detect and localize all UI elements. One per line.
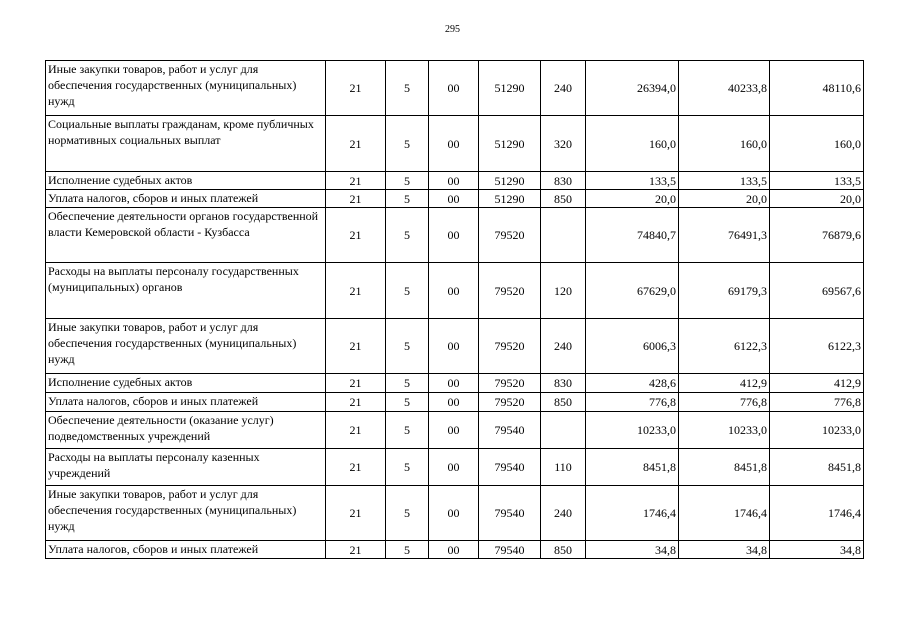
cell-code-2: 5 <box>386 319 429 374</box>
cell-code-2: 5 <box>386 449 429 486</box>
cell-code-5: 850 <box>541 190 586 208</box>
cell-code-5: 240 <box>541 319 586 374</box>
cell-value-3: 69567,6 <box>770 263 864 319</box>
cell-code-3: 00 <box>429 486 479 541</box>
cell-value-1: 133,5 <box>586 172 679 190</box>
cell-code-1: 21 <box>326 190 386 208</box>
cell-code-2: 5 <box>386 486 429 541</box>
cell-value-1: 74840,7 <box>586 208 679 263</box>
cell-code-1: 21 <box>326 208 386 263</box>
cell-code-4: 79520 <box>479 263 541 319</box>
cell-code-3: 00 <box>429 116 479 172</box>
row-name: Иные закупки товаров, работ и услуг для обеспечения государственных (муниципальных) нужд <box>46 319 326 374</box>
table-row <box>46 393 864 412</box>
cell-code-5: 240 <box>541 61 586 116</box>
cell-value-2: 34,8 <box>679 541 770 559</box>
cell-code-3: 00 <box>429 172 479 190</box>
row-name: Социальные выплаты гражданам, кроме публичных нормативных социальных выплат <box>46 116 326 172</box>
cell-code-4: 79540 <box>479 486 541 541</box>
table-row <box>46 541 864 559</box>
cell-code-4: 79520 <box>479 208 541 263</box>
cell-code-2: 5 <box>386 61 429 116</box>
row-name: Иные закупки товаров, работ и услуг для обеспечения государственных (муниципальных) нужд <box>46 61 326 116</box>
cell-value-3: 8451,8 <box>770 449 864 486</box>
cell-code-5: 850 <box>541 541 586 559</box>
cell-value-2: 1746,4 <box>679 486 770 541</box>
table-row <box>46 61 864 116</box>
cell-value-2: 776,8 <box>679 393 770 412</box>
row-name: Уплата налогов, сборов и иных платежей <box>46 190 326 208</box>
cell-code-5: 320 <box>541 116 586 172</box>
cell-value-2: 40233,8 <box>679 61 770 116</box>
cell-code-3: 00 <box>429 393 479 412</box>
row-name: Исполнение судебных актов <box>46 374 326 393</box>
cell-value-3: 6122,3 <box>770 319 864 374</box>
cell-value-1: 6006,3 <box>586 319 679 374</box>
cell-code-1: 21 <box>326 116 386 172</box>
cell-code-3: 00 <box>429 449 479 486</box>
table-row <box>46 172 864 190</box>
cell-code-5: 110 <box>541 449 586 486</box>
cell-value-1: 776,8 <box>586 393 679 412</box>
cell-code-5: 240 <box>541 486 586 541</box>
cell-code-1: 21 <box>326 263 386 319</box>
table-row <box>46 208 864 263</box>
cell-code-4: 79540 <box>479 541 541 559</box>
cell-value-3: 160,0 <box>770 116 864 172</box>
cell-value-1: 8451,8 <box>586 449 679 486</box>
cell-code-5: 850 <box>541 393 586 412</box>
cell-code-4: 79520 <box>479 319 541 374</box>
cell-value-2: 8451,8 <box>679 449 770 486</box>
cell-code-4: 51290 <box>479 61 541 116</box>
row-name: Уплата налогов, сборов и иных платежей <box>46 541 326 559</box>
cell-code-1: 21 <box>326 449 386 486</box>
table-row <box>46 486 864 541</box>
cell-code-4: 51290 <box>479 172 541 190</box>
cell-code-1: 21 <box>326 412 386 449</box>
cell-code-1: 21 <box>326 374 386 393</box>
cell-code-2: 5 <box>386 172 429 190</box>
cell-value-1: 20,0 <box>586 190 679 208</box>
table-row <box>46 263 864 319</box>
cell-code-2: 5 <box>386 541 429 559</box>
page-number: 295 <box>445 24 460 35</box>
cell-code-5 <box>541 208 586 263</box>
row-name: Расходы на выплаты персоналу казенных учреждений <box>46 449 326 486</box>
cell-value-1: 10233,0 <box>586 412 679 449</box>
row-name: Обеспечение деятельности органов государственной власти Кемеровской области - Кузбасса <box>46 208 326 263</box>
cell-code-1: 21 <box>326 486 386 541</box>
cell-value-3: 133,5 <box>770 172 864 190</box>
cell-code-1: 21 <box>326 319 386 374</box>
budget-table <box>45 60 864 559</box>
cell-code-5: 120 <box>541 263 586 319</box>
table-row <box>46 374 864 393</box>
cell-value-1: 67629,0 <box>586 263 679 319</box>
cell-code-3: 00 <box>429 412 479 449</box>
row-name: Исполнение судебных актов <box>46 172 326 190</box>
cell-code-4: 79540 <box>479 449 541 486</box>
cell-code-1: 21 <box>326 61 386 116</box>
cell-value-3: 34,8 <box>770 541 864 559</box>
row-name: Обеспечение деятельности (оказание услуг) подведомственных учреждений <box>46 412 326 449</box>
cell-value-2: 160,0 <box>679 116 770 172</box>
cell-code-4: 51290 <box>479 190 541 208</box>
cell-code-2: 5 <box>386 116 429 172</box>
table-row <box>46 412 864 449</box>
row-name: Уплата налогов, сборов и иных платежей <box>46 393 326 412</box>
cell-code-2: 5 <box>386 208 429 263</box>
table-row <box>46 449 864 486</box>
cell-code-3: 00 <box>429 61 479 116</box>
cell-code-2: 5 <box>386 263 429 319</box>
cell-value-3: 48110,6 <box>770 61 864 116</box>
cell-value-1: 1746,4 <box>586 486 679 541</box>
cell-code-4: 79520 <box>479 393 541 412</box>
cell-code-3: 00 <box>429 263 479 319</box>
cell-value-2: 412,9 <box>679 374 770 393</box>
cell-value-2: 10233,0 <box>679 412 770 449</box>
cell-value-2: 20,0 <box>679 190 770 208</box>
cell-code-2: 5 <box>386 393 429 412</box>
cell-code-1: 21 <box>326 393 386 412</box>
cell-code-1: 21 <box>326 172 386 190</box>
cell-value-3: 412,9 <box>770 374 864 393</box>
cell-code-3: 00 <box>429 374 479 393</box>
cell-value-3: 10233,0 <box>770 412 864 449</box>
cell-code-4: 79520 <box>479 374 541 393</box>
cell-value-3: 1746,4 <box>770 486 864 541</box>
cell-code-2: 5 <box>386 412 429 449</box>
cell-code-4: 51290 <box>479 116 541 172</box>
cell-value-2: 6122,3 <box>679 319 770 374</box>
cell-value-1: 160,0 <box>586 116 679 172</box>
cell-value-1: 26394,0 <box>586 61 679 116</box>
table-row <box>46 116 864 172</box>
cell-code-1: 21 <box>326 541 386 559</box>
cell-value-2: 76491,3 <box>679 208 770 263</box>
cell-code-3: 00 <box>429 319 479 374</box>
cell-value-2: 133,5 <box>679 172 770 190</box>
row-name: Иные закупки товаров, работ и услуг для обеспечения государственных (муниципальных) нужд <box>46 486 326 541</box>
cell-value-3: 76879,6 <box>770 208 864 263</box>
cell-code-5: 830 <box>541 374 586 393</box>
cell-code-3: 00 <box>429 190 479 208</box>
cell-code-5: 830 <box>541 172 586 190</box>
cell-code-3: 00 <box>429 208 479 263</box>
row-name: Расходы на выплаты персоналу государственных (муниципальных) органов <box>46 263 326 319</box>
cell-code-2: 5 <box>386 374 429 393</box>
cell-value-1: 428,6 <box>586 374 679 393</box>
cell-value-1: 34,8 <box>586 541 679 559</box>
cell-value-3: 20,0 <box>770 190 864 208</box>
cell-value-3: 776,8 <box>770 393 864 412</box>
cell-code-3: 00 <box>429 541 479 559</box>
table-row <box>46 190 864 208</box>
cell-code-4: 79540 <box>479 412 541 449</box>
cell-code-2: 5 <box>386 190 429 208</box>
table-row <box>46 319 864 374</box>
cell-code-5 <box>541 412 586 449</box>
cell-value-2: 69179,3 <box>679 263 770 319</box>
